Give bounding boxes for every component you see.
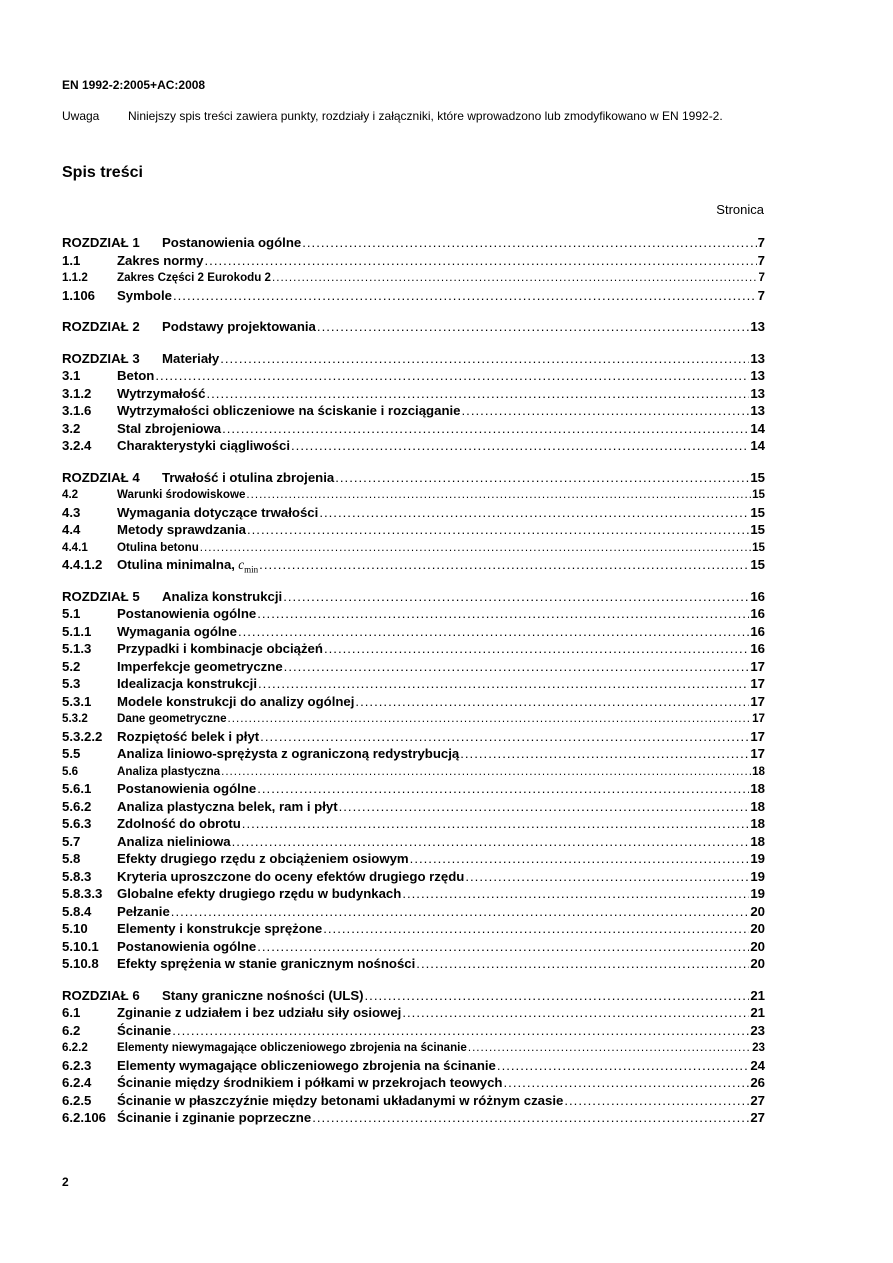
toc-group: [62, 588, 765, 973]
toc-entry[interactable]: [62, 1109, 765, 1127]
toc-entry[interactable]: [62, 521, 765, 539]
dot-leader: [221, 763, 751, 781]
toc-entry-title-text: Rozpiętość belek i płyt: [117, 728, 260, 744]
toc-entry-title: [162, 588, 282, 606]
toc-entry-number: 3.1.6: [62, 403, 92, 418]
toc-entry-number: 5.10.8: [62, 956, 99, 971]
toc-entry-page: 16: [750, 641, 765, 656]
dot-leader: [283, 588, 749, 606]
document-code: EN 1992-2:2005+AC:2008: [62, 78, 206, 92]
toc-entry-number: 1.1.2: [62, 271, 88, 284]
toc-entry-title: [117, 675, 257, 693]
toc-entry-title: [117, 1039, 467, 1057]
dot-leader: [319, 504, 749, 522]
toc-entry-page: 7: [757, 252, 765, 268]
toc-entry-page: 15: [752, 540, 765, 554]
toc-entry-page: 14: [750, 438, 765, 453]
toc-entry-title: [117, 252, 204, 270]
toc-entry-number: 5.5: [62, 746, 81, 761]
toc-entry-number: ROZDZIAŁ 5: [62, 588, 140, 604]
toc-entry-title-text: Wytrzymałości obliczeniowe na ściskanie i rozciąganie: [117, 403, 461, 418]
toc-entry-title: [117, 798, 338, 816]
toc-entry-title: [117, 763, 220, 781]
toc-entry-title-text: Idealizacja konstrukcji: [117, 676, 257, 691]
toc-entry-title: [117, 815, 241, 833]
dot-leader: [220, 350, 749, 368]
toc-entry-page: 18: [752, 764, 765, 778]
table-of-contents: [62, 234, 765, 1141]
toc-chapter-entry[interactable]: [62, 234, 765, 252]
toc-entry-title-text: Materiały: [162, 350, 220, 366]
toc-entry[interactable]: [62, 605, 765, 623]
toc-entry-page: 17: [750, 728, 765, 744]
toc-entry-title-text: Zakres Części 2 Eurokodu 2: [117, 271, 272, 284]
toc-entry-page: 21: [750, 1005, 765, 1020]
toc-entry-page: 20: [750, 938, 765, 954]
toc-entry-number: 6.2.3: [62, 1057, 92, 1073]
toc-entry-number: 5.3.2.2: [62, 728, 103, 744]
toc-entry-title-text: Globalne efekty drugiego rzędu w budynkach: [117, 886, 402, 901]
toc-entry-page: 21: [750, 987, 765, 1003]
toc-entry[interactable]: [62, 486, 765, 504]
toc-entry[interactable]: [62, 710, 765, 728]
toc-entry[interactable]: [62, 1057, 765, 1075]
toc-entry-number: 5.1: [62, 606, 81, 621]
dot-leader: [206, 385, 749, 403]
toc-entry-title: [117, 605, 256, 623]
toc-entry-title: [117, 539, 199, 557]
toc-entry-title: [117, 955, 415, 973]
toc-entry-title-text: Efekty drugiego rzędu z obciążeniem osiowym: [117, 851, 409, 866]
toc-entry-number: 5.8: [62, 851, 81, 866]
toc-entry-page: 20: [750, 903, 765, 919]
dot-leader: [228, 710, 752, 728]
toc-entry-title-text: Beton: [117, 368, 155, 383]
toc-entry-number: 5.1.1: [62, 623, 92, 639]
toc-entry-page: 15: [750, 504, 765, 520]
toc-entry-page: 19: [750, 886, 765, 901]
toc-entry-number: 5.3: [62, 676, 81, 691]
toc-entry-page: 13: [750, 319, 765, 334]
toc-entry-number: 5.6.2: [62, 798, 92, 814]
toc-entry-page: 17: [750, 693, 765, 709]
dot-leader: [258, 675, 749, 693]
note: [62, 109, 782, 123]
toc-entry-page: 27: [750, 1110, 765, 1125]
toc-entry-number: 4.2: [62, 488, 79, 501]
toc-entry[interactable]: [62, 1074, 765, 1092]
toc-entry-title: [117, 640, 323, 658]
toc-entry-number: 5.1.3: [62, 641, 92, 656]
toc-entry[interactable]: [62, 763, 765, 781]
toc-entry[interactable]: [62, 252, 765, 270]
toc-entry-page: 7: [757, 287, 765, 303]
dot-leader: [468, 1039, 751, 1057]
toc-entry-number: 5.8.3.3: [62, 886, 103, 901]
toc-entry-title-text: Analiza liniowo-sprężysta z ograniczoną redystrybucją: [117, 746, 460, 761]
toc-entry-page: 13: [750, 350, 765, 366]
toc-entry[interactable]: [62, 780, 765, 798]
toc-entry-number: 6.2.106: [62, 1110, 106, 1125]
toc-entry-title: [117, 833, 231, 851]
dot-leader: [200, 539, 751, 557]
toc-entry[interactable]: [62, 420, 765, 438]
cmin-letter: c: [238, 557, 245, 572]
dot-leader: [205, 252, 757, 270]
dot-leader: [365, 987, 750, 1005]
toc-entry-title: [117, 1057, 496, 1075]
toc-entry-title: [117, 938, 256, 956]
toc-entry-page: 13: [750, 403, 765, 418]
toc-entry-page: 13: [750, 368, 765, 383]
toc-entry-page: 15: [752, 488, 765, 501]
toc-entry[interactable]: [62, 1092, 765, 1110]
toc-entry-title-text: Charakterystyki ciągliwości: [117, 438, 290, 453]
cmin-subscript: min: [244, 564, 259, 574]
dot-leader: [284, 658, 750, 676]
toc-entry[interactable]: [62, 504, 765, 522]
toc-entry[interactable]: [62, 640, 765, 658]
toc-entry-title: [117, 486, 245, 504]
toc-entry-title: [117, 693, 354, 711]
toc-entry-title: [117, 269, 271, 287]
toc-entry-page: 19: [750, 868, 765, 884]
toc-entry-number: 5.3.2: [62, 712, 88, 725]
toc-entry-number: 5.6: [62, 764, 79, 778]
toc-entry-number: ROZDZIAŁ 6: [62, 987, 140, 1003]
dot-leader: [324, 640, 749, 658]
toc-entry-number: 3.1.2: [62, 385, 92, 401]
toc-entry-title-text: Zginanie z udziałem i bez udziału siły osiowej: [117, 1005, 402, 1020]
toc-entry-title-text: Modele konstrukcji do analizy ogólnej: [117, 693, 355, 709]
toc-entry[interactable]: [62, 850, 765, 868]
dot-leader: [232, 833, 750, 851]
dot-leader: [497, 1057, 749, 1075]
toc-entry-title: [162, 987, 364, 1005]
toc-entry-title: [162, 350, 219, 368]
toc-entry[interactable]: [62, 367, 765, 385]
toc-group: [62, 469, 765, 574]
toc-entry[interactable]: [62, 385, 765, 403]
toc-entry-title: [117, 402, 461, 420]
toc-entry-page: 7: [757, 235, 765, 250]
toc-entry-number: 5.10: [62, 921, 88, 936]
toc-entry-title: [117, 287, 172, 305]
toc-entry[interactable]: [62, 437, 765, 455]
toc-entry-title-text: Postanowienia ogólne: [117, 606, 257, 621]
toc-entry[interactable]: [62, 745, 765, 763]
toc-entry-title: [117, 745, 459, 763]
toc-entry-title: [162, 469, 334, 487]
dot-leader: [272, 269, 758, 287]
toc-entry-title-text: Postanowienia ogólne: [162, 235, 302, 250]
toc-entry-page: 15: [750, 522, 765, 537]
toc-entry[interactable]: [62, 269, 765, 287]
toc-entry-title: [117, 780, 256, 798]
toc-entry-page: 18: [750, 798, 765, 814]
toc-entry-number: 5.8.3: [62, 868, 92, 884]
toc-entry-number: 5.10.1: [62, 938, 99, 954]
toc-entry-title: [117, 658, 283, 676]
toc-entry-number: 5.6.1: [62, 781, 92, 796]
toc-entry-title: [117, 437, 290, 455]
toc-entry-number: 5.2: [62, 658, 81, 674]
toc-entry[interactable]: [62, 903, 765, 921]
toc-entry-title-text: Pełzanie: [117, 903, 170, 919]
toc-entry-number: 6.2.4: [62, 1075, 92, 1090]
toc-entry[interactable]: [62, 798, 765, 816]
dot-leader: [259, 556, 749, 574]
toc-entry-title-text: Elementy niewymagające obliczeniowego zbrojenia na ścinanie: [117, 1041, 467, 1054]
toc-entry[interactable]: [62, 402, 765, 420]
dot-leader: [257, 605, 749, 623]
toc-chapter-entry[interactable]: [62, 469, 765, 487]
toc-entry-title-text: Wytrzymałość: [117, 385, 206, 401]
toc-entry-title: [162, 318, 316, 336]
toc-entry-title-text: Stal zbrojeniowa: [117, 420, 222, 436]
toc-entry-title-text: Elementy i konstrukcje sprężone: [117, 921, 323, 936]
toc-group: [62, 350, 765, 455]
toc-entry[interactable]: [62, 938, 765, 956]
toc-group: [62, 234, 765, 304]
page-number: 2: [62, 1175, 69, 1189]
toc-entry-page: 17: [752, 712, 765, 725]
dot-leader: [238, 623, 749, 641]
dot-leader: [317, 318, 749, 336]
dot-leader: [257, 780, 749, 798]
cmin-symbol: [235, 557, 258, 572]
toc-entry-number: 6.2.2: [62, 1041, 88, 1054]
toc-entry[interactable]: [62, 287, 765, 305]
toc-entry[interactable]: [62, 539, 765, 557]
toc-entry-number: 4.4: [62, 522, 81, 537]
toc-entry-page: 17: [750, 746, 765, 761]
toc-entry-page: 19: [750, 851, 765, 866]
toc-entry-number: 4.3: [62, 504, 81, 520]
toc-chapter-entry[interactable]: [62, 987, 765, 1005]
toc-entry-title-text: Stany graniczne nośności (ULS): [162, 987, 364, 1003]
toc-entry[interactable]: [62, 885, 765, 903]
toc-entry-title-text: Ścinanie między środnikiem i półkami w przekrojach teowych: [117, 1075, 503, 1090]
toc-entry[interactable]: [62, 1039, 765, 1057]
dot-leader: [247, 521, 749, 539]
toc-entry-title: [117, 885, 401, 903]
toc-entry-title: [117, 710, 227, 728]
dot-leader: [172, 1022, 749, 1040]
dot-leader: [155, 367, 749, 385]
note-text: Niniejszy spis treści zawiera punkty, rozdziały i załączniki, które wprowadzono lub zmodyfikowano w EN 1992-2.: [128, 109, 723, 123]
toc-entry-title: [117, 556, 258, 574]
dot-leader: [222, 420, 749, 438]
toc-entry-title: [117, 504, 318, 522]
toc-entry-number: 6.2: [62, 1022, 81, 1038]
dot-leader: [504, 1074, 750, 1092]
toc-entry-page: 24: [750, 1057, 765, 1073]
toc-entry-title-text: Ścinanie i zginanie poprzeczne: [117, 1110, 312, 1125]
toc-entry[interactable]: [62, 868, 765, 886]
toc-entry-title-text: Ścinanie w płaszczyźnie między betonami układanymi w różnym czasie: [117, 1092, 564, 1108]
toc-entry[interactable]: [62, 833, 765, 851]
toc-entry-number: 5.6.3: [62, 816, 92, 831]
toc-entry-title: [117, 728, 259, 746]
dot-leader: [460, 745, 749, 763]
toc-entry-number: 6.1: [62, 1005, 81, 1020]
dot-leader: [260, 728, 749, 746]
toc-entry-title: [117, 1092, 563, 1110]
toc-entry-title-text: Otulina minimalna,: [117, 557, 235, 572]
dot-leader: [246, 486, 751, 504]
toc-entry-title-text: Przypadki i kombinacje obciążeń: [117, 641, 323, 656]
toc-entry-title: [162, 234, 301, 252]
dot-leader: [335, 469, 749, 487]
dot-leader: [242, 815, 750, 833]
toc-entry-number: 6.2.5: [62, 1092, 92, 1108]
dot-leader: [416, 955, 749, 973]
toc-entry[interactable]: [62, 815, 765, 833]
toc-entry[interactable]: [62, 556, 765, 574]
toc-entry-title-text: Postanowienia ogólne: [117, 781, 257, 796]
toc-entry-title-text: Warunki środowiskowe: [117, 488, 246, 501]
toc-group: [62, 318, 765, 336]
toc-entry[interactable]: [62, 675, 765, 693]
toc-entry-number: 5.8.4: [62, 903, 92, 919]
dot-leader: [323, 920, 749, 938]
toc-entry-title-text: Analiza plastyczna belek, ram i płyt: [117, 798, 338, 814]
toc-entry-title: [117, 385, 205, 403]
toc-entry-number: 1.106: [62, 287, 96, 303]
toc-entry-title: [117, 850, 409, 868]
toc-entry-number: 1.1: [62, 252, 81, 268]
dot-leader: [465, 868, 749, 886]
toc-entry-title-text: Dane geometryczne: [117, 712, 227, 725]
toc-entry-number: 3.2.4: [62, 438, 92, 453]
toc-entry-title-text: Kryteria uproszczone do oceny efektów drugiego rzędu: [117, 868, 465, 884]
toc-entry[interactable]: [62, 1022, 765, 1040]
toc-entry-title-text: Postanowienia ogólne: [117, 938, 257, 954]
toc-entry-title-text: Wymagania ogólne: [117, 623, 237, 639]
toc-entry[interactable]: [62, 1004, 765, 1022]
toc-entry[interactable]: [62, 658, 765, 676]
toc-entry-page: 17: [750, 676, 765, 691]
dot-leader: [402, 1004, 749, 1022]
toc-entry-number: 5.3.1: [62, 693, 92, 709]
toc-entry-title-text: Analiza konstrukcji: [162, 588, 283, 604]
toc-entry-page: 15: [750, 557, 765, 572]
toc-entry-title-text: Imperfekcje geometryczne: [117, 658, 283, 674]
toc-entry-title-text: Analiza plastyczna: [117, 764, 221, 778]
dot-leader: [564, 1092, 749, 1110]
toc-entry-page: 14: [750, 420, 765, 436]
toc-entry-page: 26: [750, 1075, 765, 1090]
toc-entry-title: [117, 868, 464, 886]
toc-entry[interactable]: [62, 693, 765, 711]
toc-entry-title-text: Trwałość i otulina zbrojenia: [162, 469, 335, 485]
toc-entry-number: ROZDZIAŁ 1: [62, 235, 140, 250]
dot-leader: [173, 287, 757, 305]
toc-entry-page: 16: [750, 588, 765, 604]
toc-entry-page: 18: [750, 781, 765, 796]
dot-leader: [171, 903, 750, 921]
note-label: Uwaga: [62, 109, 100, 123]
toc-entry-page: 20: [750, 921, 765, 936]
toc-entry[interactable]: [62, 623, 765, 641]
dot-leader: [312, 1109, 749, 1127]
toc-entry-title-text: Metody sprawdzania: [117, 522, 246, 537]
toc-entry-title-text: Elementy wymagające obliczeniowego zbrojenia na ścinanie: [117, 1057, 496, 1073]
toc-entry[interactable]: [62, 728, 765, 746]
dot-leader: [410, 850, 750, 868]
dot-leader: [339, 798, 750, 816]
toc-entry-number: ROZDZIAŁ 3: [62, 350, 140, 366]
toc-entry-title-text: Zakres normy: [117, 252, 204, 268]
toc-entry-number: 3.2: [62, 420, 81, 436]
toc-group: [62, 987, 765, 1127]
dot-leader: [257, 938, 749, 956]
toc-entry[interactable]: [62, 955, 765, 973]
toc-entry-title-text: Ścinanie: [117, 1022, 172, 1038]
toc-chapter-entry[interactable]: [62, 588, 765, 606]
toc-entry-title: [117, 1022, 171, 1040]
toc-entry-title-text: Wymagania dotyczące trwałości: [117, 504, 319, 520]
toc-entry-number: 4.4.1: [62, 540, 88, 554]
toc-entry-title: [117, 367, 154, 385]
toc-entry-title: [117, 920, 322, 938]
toc-entry-number: 3.1: [62, 368, 81, 383]
toc-entry-title: [117, 1109, 311, 1127]
toc-entry-page: 23: [752, 1041, 765, 1054]
toc-entry-page: 7: [758, 271, 765, 284]
dot-leader: [291, 437, 749, 455]
dot-leader: [302, 234, 756, 252]
toc-entry-number: 5.7: [62, 833, 81, 849]
toc-entry-title-text: Efekty sprężenia w stanie granicznym nośności: [117, 956, 416, 971]
toc-entry-title: [117, 420, 221, 438]
page-column-label: Stronica: [716, 202, 764, 217]
toc-entry-title: [117, 1074, 503, 1092]
toc-entry-title-text: Zdolność do obrotu: [117, 816, 241, 831]
toc-entry-title: [117, 521, 246, 539]
toc-entry-title: [117, 903, 170, 921]
toc-entry-page: 16: [750, 606, 765, 621]
toc-entry-page: 23: [750, 1022, 765, 1038]
toc-entry-number: ROZDZIAŁ 2: [62, 319, 140, 334]
toc-entry-page: 18: [750, 833, 765, 849]
toc-entry-page: 13: [750, 385, 765, 401]
toc-entry-title-text: Analiza nieliniowa: [117, 833, 231, 849]
dot-leader: [402, 885, 749, 903]
toc-heading: Spis treści: [62, 164, 143, 181]
toc-entry-title-text: Symbole: [117, 287, 172, 303]
toc-chapter-entry[interactable]: [62, 318, 765, 336]
toc-entry-title-text: Otulina betonu: [117, 540, 199, 554]
toc-entry-number: 4.4.1.2: [62, 557, 103, 572]
toc-entry-page: 20: [750, 956, 765, 971]
toc-entry-title-text: Podstawy projektowania: [162, 319, 316, 334]
toc-entry-number: ROZDZIAŁ 4: [62, 469, 140, 485]
toc-chapter-entry[interactable]: [62, 350, 765, 368]
toc-entry-title: [117, 623, 237, 641]
toc-entry-page: 15: [750, 469, 765, 485]
toc-entry-page: 18: [750, 816, 765, 831]
toc-entry-page: 17: [750, 658, 765, 674]
dot-leader: [462, 402, 750, 420]
dot-leader: [355, 693, 749, 711]
toc-entry-page: 16: [750, 623, 765, 639]
toc-entry-title: [117, 1004, 401, 1022]
toc-entry[interactable]: [62, 920, 765, 938]
toc-entry-page: 27: [750, 1092, 765, 1108]
